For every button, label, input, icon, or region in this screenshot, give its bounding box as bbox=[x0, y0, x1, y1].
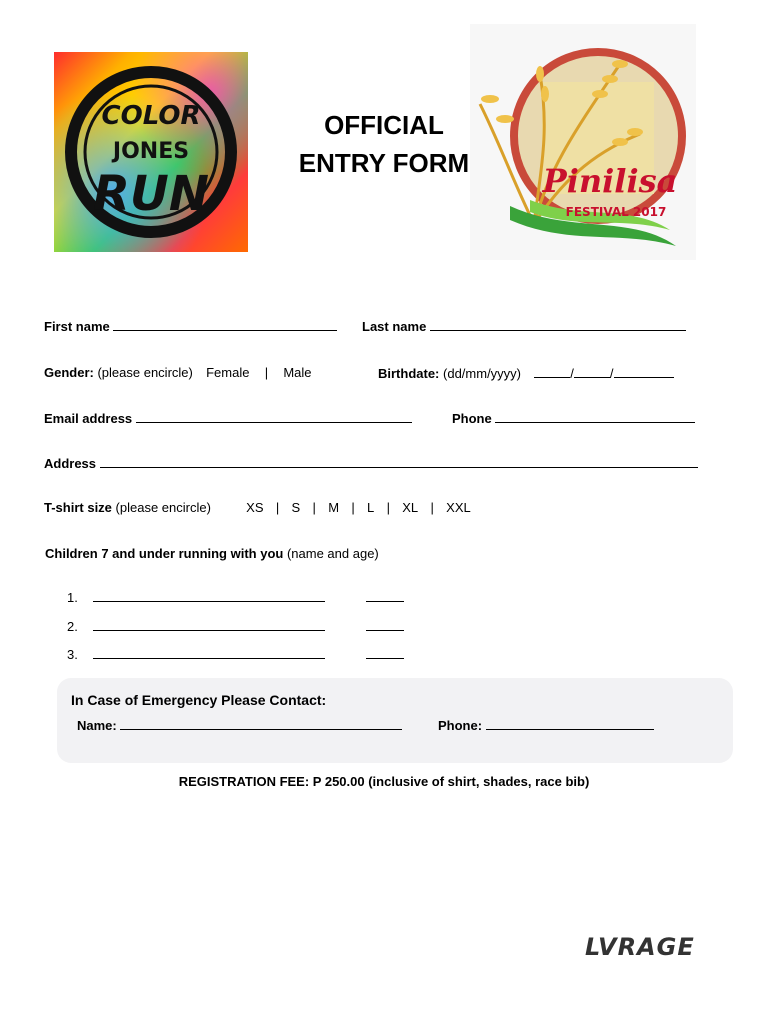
logo-word-pinilisa: Pinilisa bbox=[542, 162, 678, 200]
email-label: Email address bbox=[44, 411, 133, 426]
tshirt-size-xs[interactable]: XS bbox=[246, 500, 264, 515]
first-name-label: First name bbox=[44, 319, 110, 334]
birthdate-day-field[interactable] bbox=[534, 365, 570, 378]
last-name-group bbox=[362, 318, 686, 334]
brand-text: LVRAGE bbox=[585, 933, 695, 961]
size-separator: | bbox=[275, 500, 280, 515]
children-heading bbox=[45, 546, 379, 561]
birthdate-hint: (dd/mm/yyyy) bbox=[443, 366, 522, 381]
size-separator: | bbox=[312, 500, 316, 515]
child-name-field[interactable] bbox=[93, 618, 325, 631]
emergency-heading bbox=[71, 692, 326, 708]
logo-word-jones: JONES bbox=[112, 139, 190, 164]
last-name-label: Last name bbox=[362, 319, 427, 334]
tshirt-hint: (please encircle) bbox=[115, 500, 211, 515]
emergency-heading-text: In Case of Emergency Please Contact: bbox=[71, 692, 327, 708]
child-age-field[interactable] bbox=[366, 589, 404, 602]
tshirt-size-m[interactable]: M bbox=[328, 500, 340, 515]
child-entry-1 bbox=[67, 589, 404, 605]
gender-separator: | bbox=[264, 365, 269, 380]
email-field[interactable] bbox=[136, 410, 412, 423]
phone-label: Phone bbox=[452, 411, 492, 426]
child-age-field[interactable] bbox=[366, 646, 404, 659]
gender-option-female[interactable]: Female bbox=[206, 365, 250, 380]
emergency-phone-label: Phone: bbox=[438, 718, 483, 733]
registration-fee: REGISTRATION FEE: P 250.00 (inclusive of shirt, shades, race bib) bbox=[178, 774, 590, 789]
logo-word-festival: FESTIVAL 2017 bbox=[565, 205, 667, 219]
logo-word-color: COLOR bbox=[101, 101, 201, 131]
form-title bbox=[290, 106, 478, 182]
child-entry-2 bbox=[67, 618, 404, 634]
color-jones-run-logo bbox=[54, 52, 248, 252]
gender-label: Gender: bbox=[44, 365, 94, 380]
tshirt-size-l[interactable]: L bbox=[367, 500, 375, 515]
size-separator: | bbox=[386, 500, 390, 515]
logo-word-run: RUN bbox=[92, 166, 210, 222]
address-row bbox=[44, 455, 698, 471]
tshirt-label: T-shirt size bbox=[44, 500, 112, 515]
birthdate-year-field[interactable] bbox=[614, 365, 674, 378]
address-field[interactable] bbox=[100, 455, 698, 468]
child-name-field[interactable] bbox=[93, 646, 325, 659]
child-entry-3 bbox=[67, 646, 404, 662]
gender-row bbox=[44, 365, 312, 380]
tshirt-row bbox=[44, 500, 471, 515]
child-number: 3. bbox=[67, 647, 78, 662]
lvrage-brand-logo bbox=[585, 931, 719, 963]
birthdate-month-field[interactable] bbox=[574, 365, 610, 378]
child-age-field[interactable] bbox=[366, 618, 404, 631]
birthdate-group: Birthdate: (dd/mm/yyyy) / / bbox=[378, 365, 674, 381]
gender-option-male[interactable]: Male bbox=[283, 365, 312, 380]
email-row bbox=[44, 410, 412, 426]
tshirt-size-s[interactable]: S bbox=[291, 500, 301, 515]
address-label: Address bbox=[44, 456, 97, 471]
children-hint: (name and age) bbox=[286, 546, 379, 561]
emergency-phone-field[interactable] bbox=[486, 717, 654, 730]
phone-field[interactable] bbox=[495, 410, 695, 423]
gender-hint: (please encircle) bbox=[97, 365, 193, 380]
first-name-field[interactable] bbox=[113, 318, 337, 331]
title-line-2: ENTRY FORM bbox=[298, 148, 470, 178]
emergency-name-field[interactable] bbox=[120, 717, 402, 730]
child-name-field[interactable] bbox=[93, 589, 325, 602]
pinilisa-festival-logo bbox=[470, 24, 696, 260]
emergency-name-group bbox=[77, 717, 402, 733]
size-separator: | bbox=[351, 500, 355, 515]
tshirt-size-xxl[interactable]: XXL bbox=[446, 500, 471, 515]
name-row bbox=[44, 318, 337, 334]
emergency-phone-group bbox=[438, 717, 654, 733]
emergency-name-label: Name: bbox=[77, 718, 117, 733]
last-name-field[interactable] bbox=[430, 318, 686, 331]
children-label: Children 7 and under running with you bbox=[45, 546, 284, 561]
title-line-1: OFFICIAL bbox=[324, 110, 444, 140]
child-number: 2. bbox=[67, 619, 78, 634]
child-number: 1. bbox=[67, 590, 78, 605]
tshirt-size-xl[interactable]: XL bbox=[402, 500, 419, 515]
size-separator: | bbox=[430, 500, 434, 515]
phone-group bbox=[452, 410, 695, 426]
birthdate-label: Birthdate: bbox=[378, 366, 440, 381]
